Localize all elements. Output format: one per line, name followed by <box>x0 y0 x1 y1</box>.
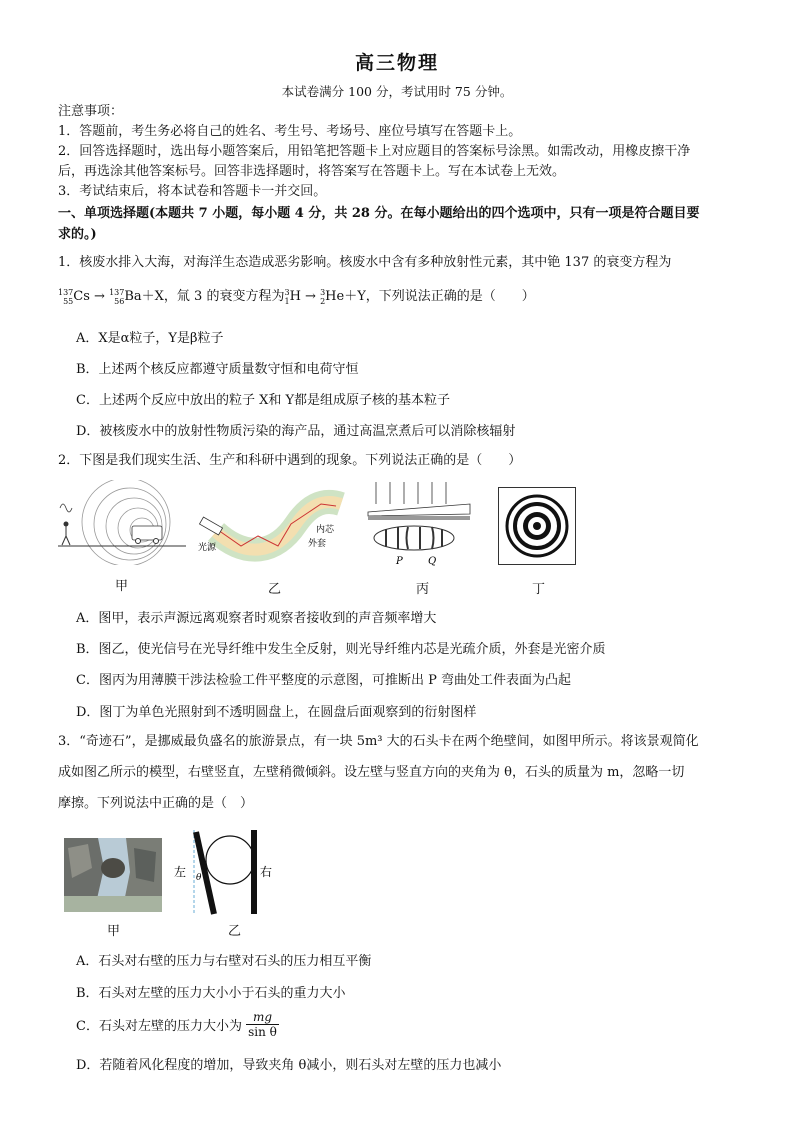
arrow-icon: → <box>300 289 321 304</box>
q2-fig-b-label: 乙 <box>268 582 282 597</box>
q2-option-d: D．图丁为单色光照射到不透明圆盘上，在圆盘后面观察到的衍射图样 <box>76 705 477 720</box>
fraction <box>246 1010 279 1039</box>
point-q-label: Q <box>428 556 437 567</box>
h-mass-number: 3 <box>284 287 290 297</box>
ba-atomic-number: 56 <box>114 296 125 306</box>
ba-remainder: Ba＋X，氚 3 的衰变方程为 <box>124 289 285 304</box>
theta-label: θ <box>196 873 202 883</box>
ba-mass-number: 137 <box>109 287 125 297</box>
page-title: 高三物理 <box>354 52 439 74</box>
he-atomic-number: 2 <box>320 296 326 306</box>
he-remainder: He＋Y，下列说法正确的是（ ） <box>325 289 535 304</box>
q3-fig-a-label: 甲 <box>107 924 121 939</box>
fraction-denominator: sin θ <box>248 1025 277 1039</box>
q1-option-d: D．被核废水中的放射性物质污染的海产品，通过高温烹煮后可以消除核辐射 <box>76 424 516 439</box>
fiber-cladding-label: 外套 <box>308 539 327 549</box>
q2-figure-b-fiber <box>196 484 346 569</box>
q2-figure-d-diffraction <box>498 487 576 565</box>
he-mass-number: 3 <box>320 287 326 297</box>
q2-option-a: A．图甲，表示声源远离观察者时观察者接收到的声音频率增大 <box>76 611 437 626</box>
q1-option-a: A．X是α粒子，Y是β粒子 <box>76 331 224 346</box>
right-wall-label: 右 <box>260 865 273 879</box>
q3-stem-2: 成如图乙所示的模型，右壁竖直，左壁稍微倾斜。设左壁与竖直方向的夹角为 θ，石头的质量为 m，忽略一切 <box>58 765 685 780</box>
cs-mass-number: 137 <box>58 287 74 297</box>
q3-fig-b-label: 乙 <box>228 924 242 939</box>
cs-atomic-number: 55 <box>63 296 74 306</box>
q2-fig-d-label: 丁 <box>532 582 546 597</box>
q1-equation <box>58 287 738 307</box>
q2-figure-c-film <box>366 480 476 568</box>
q3-figure-b-model <box>172 826 282 918</box>
left-wall-label: 左 <box>174 865 187 879</box>
q3-stem-1: 3．“奇迹石”，是挪威最负盛名的旅游景点，有一块 5m³ 大的石头卡在两个绝壁间，如图甲所示。将该景观简化 <box>58 734 699 749</box>
note-2a: 2．回答选择题时，选出每小题答案后，用铅笔把答题卡上对应题目的答案标号涂黑。如需改动，用橡皮擦干净 <box>58 144 691 159</box>
q2-fig-c-label: 丙 <box>416 582 430 597</box>
q3-stem-3: 摩擦。下列说法中正确的是（ ） <box>58 796 254 811</box>
q3-figure-a-photo <box>64 838 162 912</box>
fiber-core-label: 内芯 <box>316 525 335 535</box>
q2-option-b: B．图乙，使光信号在光导纤维中发生全反射，则光导纤维内芯是光疏介质，外套是光密介质 <box>76 642 606 657</box>
point-p-label: P <box>396 556 403 567</box>
q2-fig-a-label: 甲 <box>115 579 129 594</box>
q3-option-c <box>76 1010 279 1039</box>
h-atomic-number: 1 <box>284 296 290 306</box>
note-2b: 后，再选涂其他答案标号。回答非选择题时，将答案写在答题卡上。写在本试卷上无效。 <box>58 164 566 179</box>
notes-heading: 注意事项： <box>58 104 124 119</box>
section-heading-line1: 一、单项选择题(本题共 7 小题，每小题 4 分，共 28 分。在每小题给出的四个选项中，只有一项是符合题目要 <box>58 206 700 221</box>
h-symbol: H <box>289 289 301 304</box>
fraction-numerator: mg <box>246 1010 279 1025</box>
q3-option-b: B．石头对左壁的压力大小小于石头的重力大小 <box>76 986 346 1001</box>
note-1: 1．答题前，考生务必将自己的姓名、考生号、考场号、座位号填写在答题卡上。 <box>58 124 522 139</box>
q2-figure-a-doppler <box>58 480 188 565</box>
page-subtitle: 本试卷满分 100 分，考试用时 75 分钟。 <box>281 84 513 99</box>
q2-option-c: C．图丙为用薄膜干涉法检验工件平整度的示意图，可推断出 P 弯曲处工件表面为凸起 <box>76 673 571 688</box>
section-heading-line2: 求的。) <box>58 227 97 242</box>
q1-option-b: B．上述两个核反应都遵守质量数守恒和电荷守恒 <box>76 362 359 377</box>
cs-symbol: Cs <box>73 289 90 304</box>
fiber-light-source-label: 光源 <box>198 543 217 553</box>
q3-option-c-text: C．石头对左壁的压力大小为 <box>76 1019 242 1034</box>
q1-stem: 1．核废水排入大海，对海洋生态造成恶劣影响。核废水中含有多种放射性元素，其中铯 137 的衰变方程为 <box>58 255 672 270</box>
q3-option-d: D．若随着风化程度的增加，导致夹角 θ减小，则石头对左壁的压力也减小 <box>76 1058 502 1073</box>
note-3: 3．考试结束后，将本试卷和答题卡一并交回。 <box>58 184 327 199</box>
q2-stem: 2．下图是我们现实生活、生产和科研中遇到的现象。下列说法正确的是（ ） <box>58 453 522 468</box>
q1-option-c: C．上述两个反应中放出的粒子 X和 Y都是组成原子核的基本粒子 <box>76 393 451 408</box>
q3-option-a: A．石头对右壁的压力与右壁对石头的压力相互平衡 <box>76 954 372 969</box>
arrow-icon: → <box>89 289 110 304</box>
